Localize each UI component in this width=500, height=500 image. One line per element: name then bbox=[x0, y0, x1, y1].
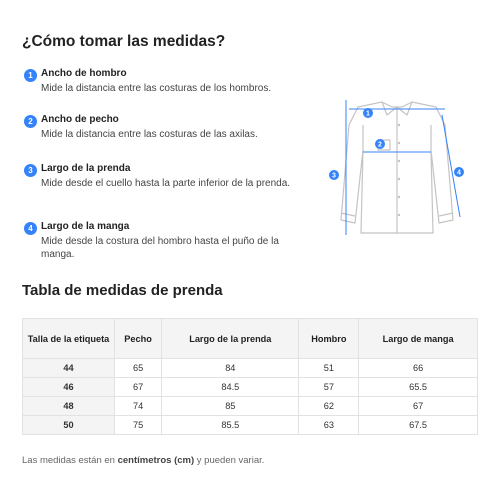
table-cell: 84 bbox=[162, 359, 299, 378]
footnote-units-emphasis: centímetros (cm) bbox=[117, 455, 195, 466]
step-description: Mide la distancia entre las costuras de las axilas. bbox=[41, 129, 258, 140]
step-number-badge: 2 bbox=[24, 115, 37, 128]
step-number-badge: 3 bbox=[24, 164, 37, 177]
marker-1-label: 1 bbox=[366, 110, 370, 118]
column-header-chest: Pecho bbox=[115, 319, 162, 359]
table-cell: 62 bbox=[299, 397, 359, 416]
step-heading: Ancho de hombro bbox=[41, 68, 127, 79]
size-tag-cell: 44 bbox=[23, 359, 115, 378]
marker-4-label: 4 bbox=[457, 169, 461, 177]
step-heading: Ancho de pecho bbox=[41, 114, 119, 125]
shirt-buttons bbox=[398, 124, 400, 216]
table-cell: 85.5 bbox=[162, 416, 299, 435]
column-header-garment-length: Largo de la prenda bbox=[162, 319, 299, 359]
table-cell: 57 bbox=[299, 378, 359, 397]
marker-1 bbox=[363, 108, 373, 118]
marker-3 bbox=[329, 170, 339, 180]
table-cell: 65.5 bbox=[359, 378, 478, 397]
table-cell: 67 bbox=[359, 397, 478, 416]
table-header-row bbox=[23, 319, 478, 359]
size-table-title: Tabla de medidas de prenda bbox=[22, 282, 223, 299]
table-row bbox=[23, 359, 478, 378]
size-table bbox=[22, 318, 478, 435]
marker-4 bbox=[454, 167, 464, 177]
step-heading: Largo de la prenda bbox=[41, 163, 131, 174]
table-row bbox=[23, 378, 478, 397]
table-cell: 51 bbox=[299, 359, 359, 378]
step-number-badge: 1 bbox=[24, 69, 37, 82]
table-cell: 85 bbox=[162, 397, 299, 416]
step-number-badge: 4 bbox=[24, 222, 37, 235]
step-description: Mide desde la costura del hombro hasta el puño de la manga. bbox=[41, 236, 279, 260]
table-cell: 67.5 bbox=[359, 416, 478, 435]
page-title: ¿Cómo tomar las medidas? bbox=[22, 33, 226, 50]
column-header-size-tag: Talla de la etiqueta bbox=[23, 319, 115, 359]
marker-3-label: 3 bbox=[332, 172, 336, 180]
column-header-sleeve-length: Largo de manga bbox=[359, 319, 478, 359]
step-description: Mide la distancia entre las costuras de los hombros. bbox=[41, 83, 272, 94]
size-tag-cell: 48 bbox=[23, 397, 115, 416]
table-row bbox=[23, 416, 478, 435]
step-description: Mide desde el cuello hasta la parte inferior de la prenda. bbox=[41, 178, 291, 189]
table-cell: 67 bbox=[115, 378, 162, 397]
shirt-measurement-illustration bbox=[320, 95, 475, 245]
shirt-outline bbox=[341, 102, 453, 233]
step-heading: Largo de la manga bbox=[41, 221, 130, 232]
footnote-text-start: Las medidas están en bbox=[22, 455, 118, 466]
footnote-text-end: y pueden variar. bbox=[194, 455, 265, 466]
table-cell: 84.5 bbox=[162, 378, 299, 397]
column-header-shoulder: Hombro bbox=[299, 319, 359, 359]
table-cell: 65 bbox=[115, 359, 162, 378]
table-cell: 63 bbox=[299, 416, 359, 435]
table-cell: 66 bbox=[359, 359, 478, 378]
units-footnote bbox=[22, 455, 264, 466]
marker-2-label: 2 bbox=[378, 141, 382, 149]
size-tag-cell: 50 bbox=[23, 416, 115, 435]
table-cell: 74 bbox=[115, 397, 162, 416]
size-tag-cell: 46 bbox=[23, 378, 115, 397]
marker-2 bbox=[375, 139, 385, 149]
table-row bbox=[23, 397, 478, 416]
table-cell: 75 bbox=[115, 416, 162, 435]
